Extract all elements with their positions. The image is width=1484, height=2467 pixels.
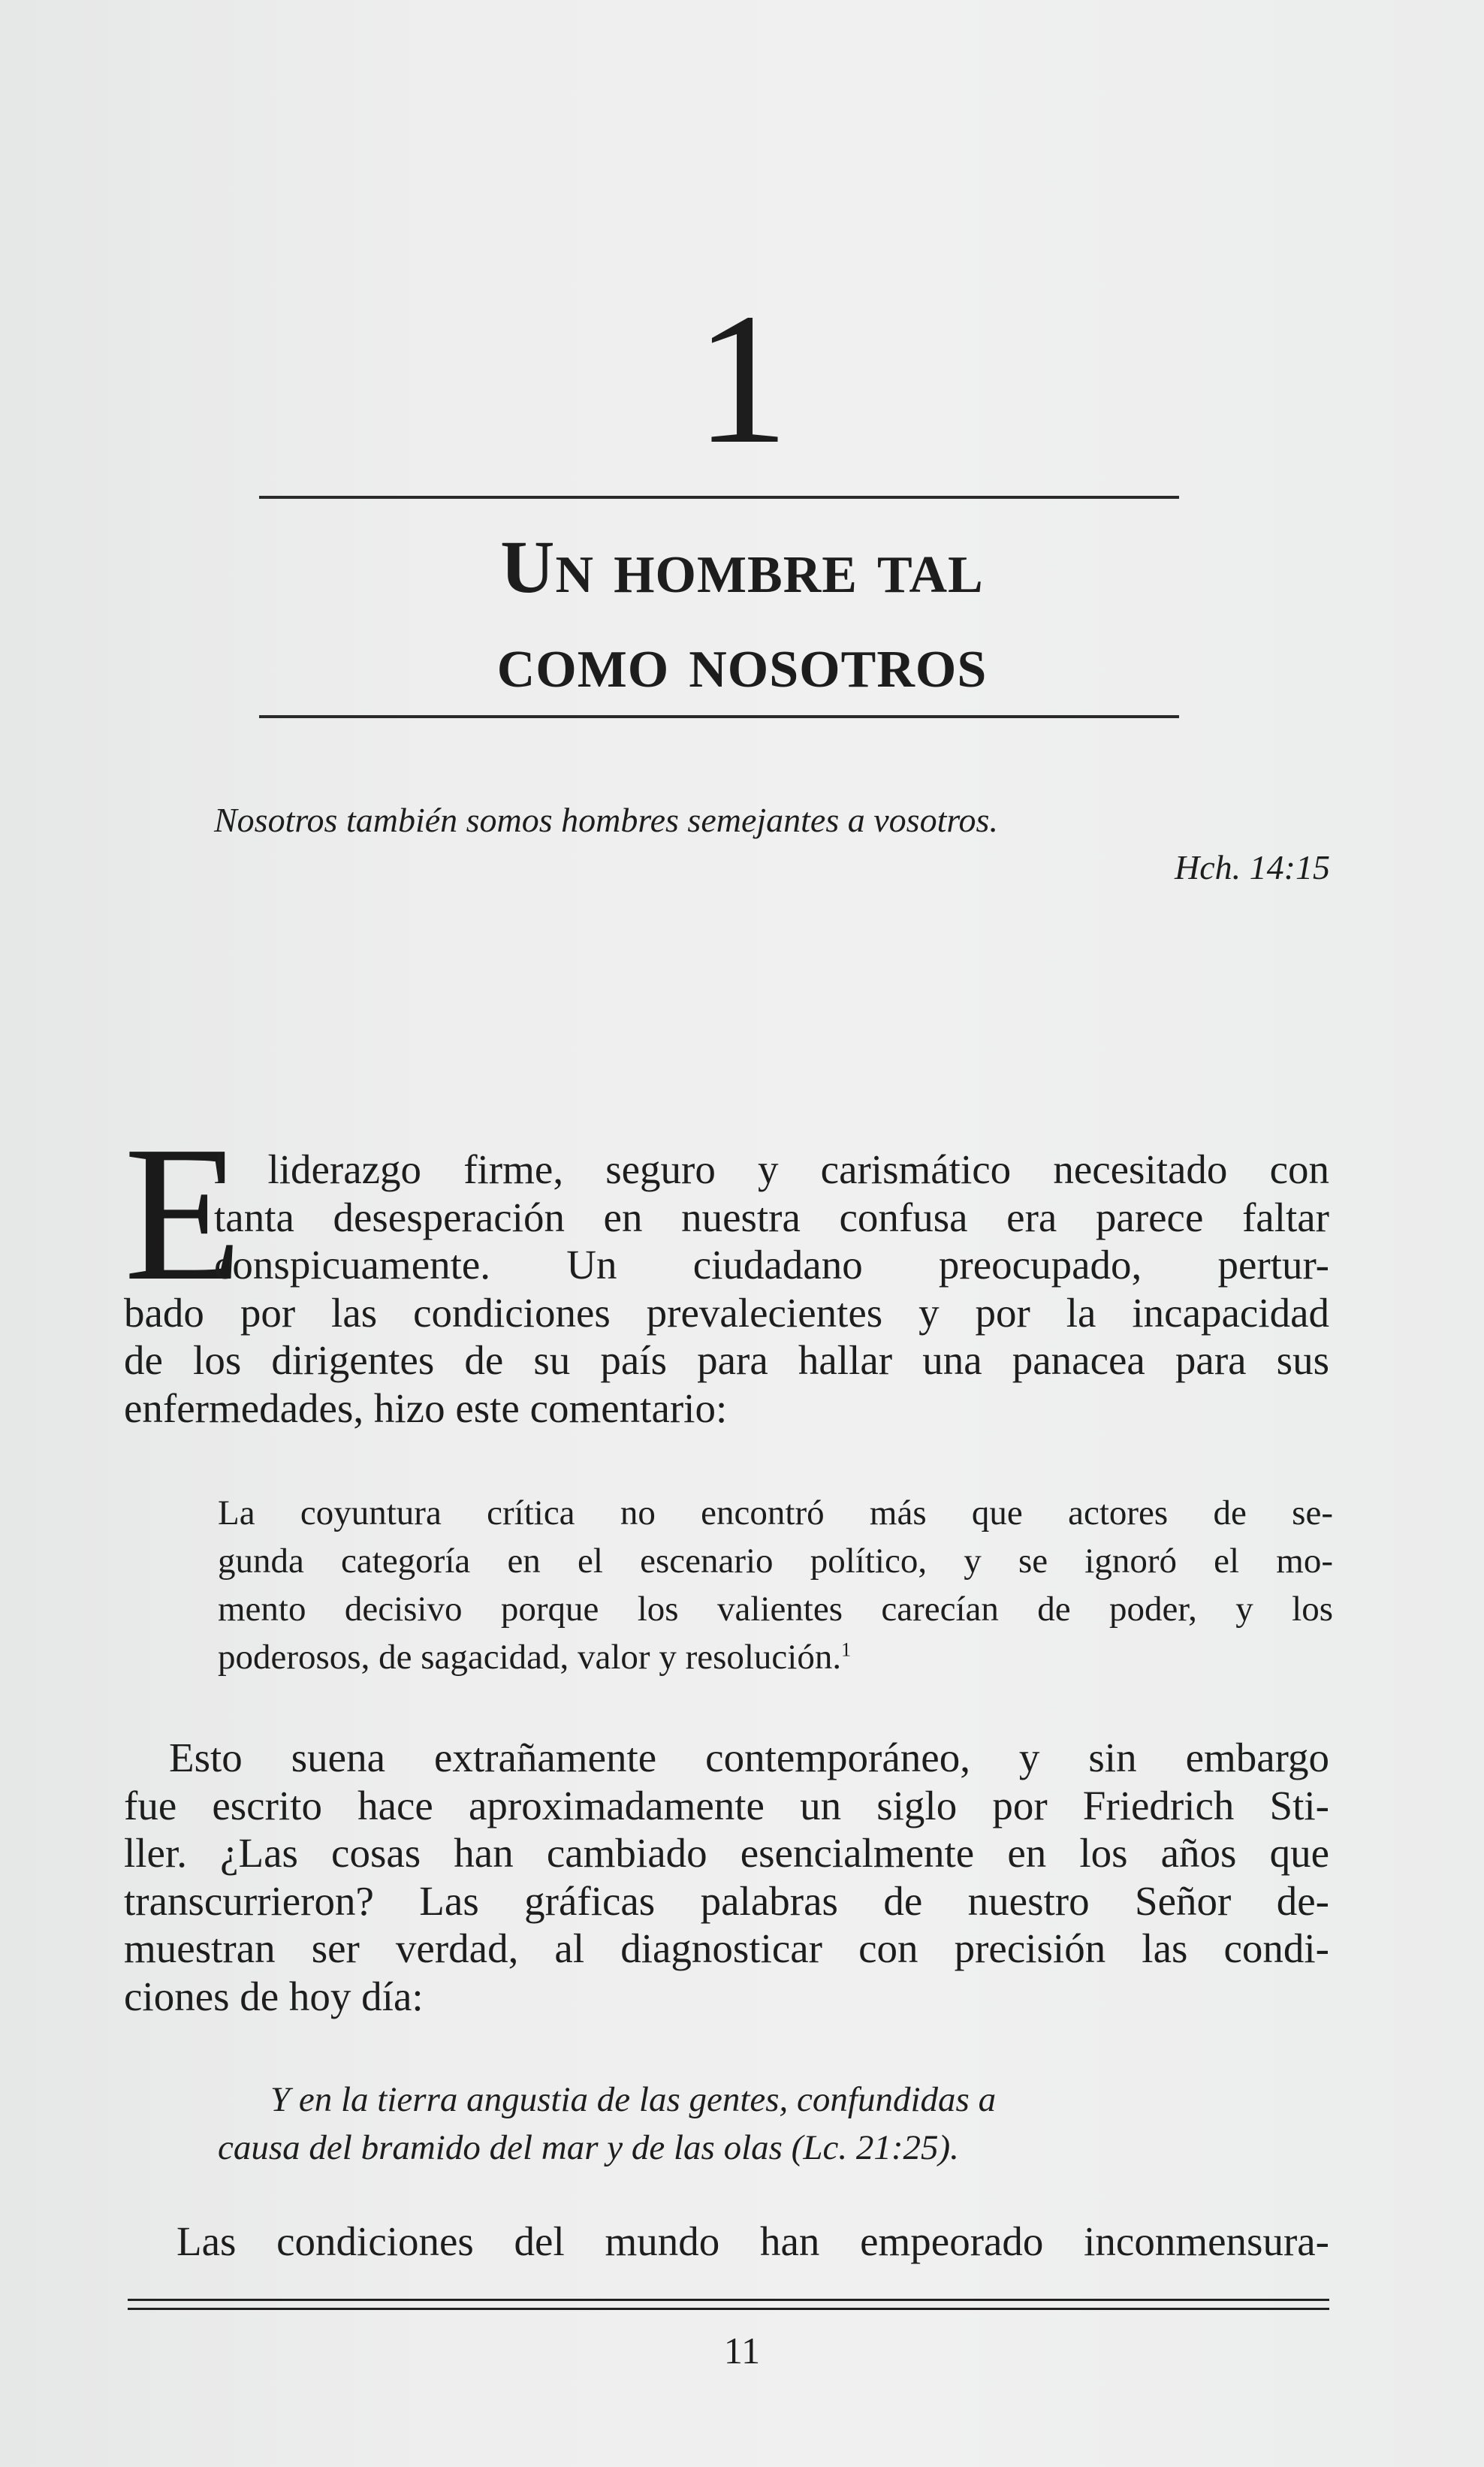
title-rule-bottom <box>259 715 1179 718</box>
paragraph-line: ciones de hoy día: <box>124 1973 424 2019</box>
verse-line: Y en la tierra angustia de las gentes, confundidas a <box>270 2080 997 2119</box>
chapter-title-line-2: como nosotros <box>496 620 988 703</box>
paragraph-line: ller. ¿Las cosas han cambiado esencialmente en los años que <box>124 1830 1329 1876</box>
verse-line: causa del bramido del mar y de las olas (Lc. 21:25). <box>218 2128 959 2167</box>
footer-rule <box>128 2308 1329 2310</box>
quote-line: poderosos, de sagacidad, valor y resolución. <box>218 1638 842 1677</box>
paragraph-line: fue escrito hace aproximadamente un siglo por Friedrich Sti- <box>124 1782 1329 1828</box>
chapter-title-line-1: Un hombre tal <box>500 525 984 608</box>
page-number: 11 <box>723 2330 761 2372</box>
footnote-marker[interactable]: 1 <box>841 1638 852 1661</box>
paragraph-line: enfermedades, hizo este comentario: <box>124 1384 728 1431</box>
quote-line: La coyuntura crítica no encontró más que actores de se- <box>218 1493 1333 1532</box>
quote-line: gunda categoría en el escenario político, y se ignoró el mo- <box>218 1541 1333 1581</box>
chapter-number: 1 <box>695 275 789 483</box>
paragraph-line: bado por las condiciones prevalecientes y por la incapacidad <box>124 1289 1329 1336</box>
quote-line-last <box>218 1633 1333 1681</box>
epigraph-reference: Hch. 14:15 <box>1175 848 1330 886</box>
chapter-title <box>0 520 1484 709</box>
scripture-quote <box>218 2076 1333 2172</box>
title-rule-top <box>259 496 1179 499</box>
paragraph-line: conspicuamente. Un ciudadano preocupado, pertur- <box>214 1242 1329 1288</box>
paragraph-line: Las condiciones del mundo han empeorado inconmensura- <box>176 2218 1329 2264</box>
paragraph-line: Esto suena extrañamente contemporáneo, y sin embargo <box>169 1735 1329 1780</box>
paragraph-line: transcurrieron? Las gráficas palabras de nuestro Señor de- <box>124 1877 1329 1924</box>
quote-line: mento decisivo porque los valientes carecían de poder, y los <box>218 1590 1333 1629</box>
block-quote <box>218 1489 1333 1681</box>
paragraph-line: tanta desesperación en nuestra confusa era parece faltar <box>214 1194 1329 1240</box>
paragraph-line: de los dirigentes de su país para hallar una panacea para sus <box>124 1337 1329 1383</box>
paragraph-line: l liderazgo firme, seguro y carismático necesitado con <box>214 1146 1329 1192</box>
drop-cap: E <box>124 1106 243 1321</box>
paragraph-1 <box>124 1146 1329 1432</box>
epigraph-text: Nosotros también somos hombres semejantes a vosotros. <box>214 801 998 839</box>
paragraph-line: muestran ser verdad, al diagnosticar con precisión las condi- <box>124 1925 1329 1971</box>
paragraph-3 <box>124 2218 1329 2266</box>
paragraph-2 <box>124 1734 1329 2020</box>
footer-rule <box>128 2299 1329 2301</box>
